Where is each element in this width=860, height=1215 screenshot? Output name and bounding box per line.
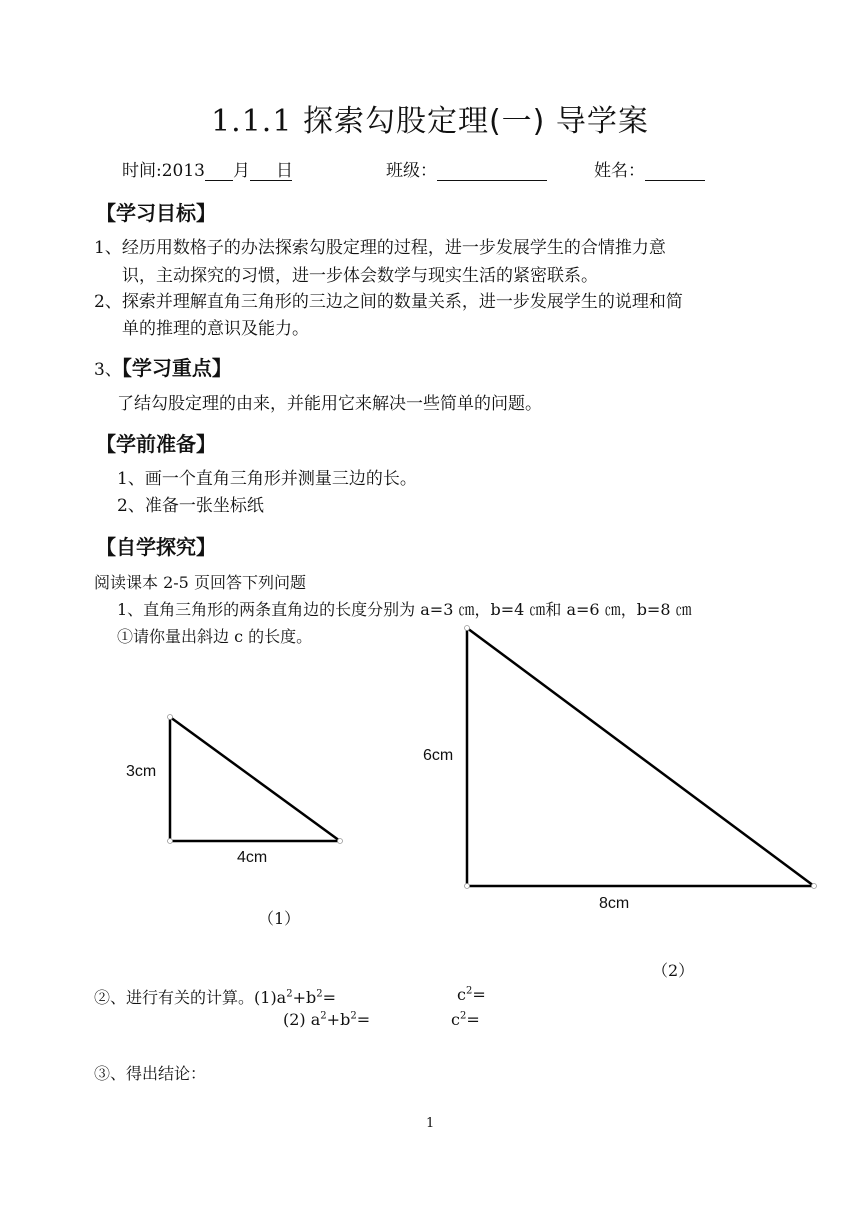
calc-1-plus-b: +b <box>292 988 317 1007</box>
fig1-caption: （1） <box>258 909 301 928</box>
equals: = <box>466 1010 480 1029</box>
objective-1-line1: 1、经历用数格子的办法探索勾股定理的过程，进一步发展学生的合情推力意 <box>94 238 666 258</box>
title-text: 探索勾股定理(一) 导学案 <box>302 104 649 139</box>
vertex <box>168 715 173 720</box>
objectives-heading: 【学习目标】 <box>96 201 216 225</box>
conclusion-label: ③、得出结论： <box>94 1064 207 1083</box>
fig2-caption: （2） <box>652 961 695 980</box>
month-label: 月 <box>233 161 250 181</box>
exponent: 2 <box>459 1010 467 1022</box>
name-label: 姓名： <box>594 161 645 181</box>
fig1-horizontal-label: 4cm <box>237 849 268 866</box>
triangle-1-hypotenuse <box>170 717 340 841</box>
calc-2-c <box>451 1010 480 1029</box>
key-points-heading: 【学习重点】 <box>121 356 232 380</box>
self-study-intro: 阅读课本 2-5 页回答下列问题 <box>94 573 306 592</box>
question-1-sub: ①请你量出斜边 c 的长度。 <box>117 627 313 646</box>
calc-2-a: (2) a <box>283 1010 321 1029</box>
objective-1-line2: 识，主动探究的习惯，进一步体会数学与现实生活的紧密联系。 <box>122 266 598 286</box>
preparation-item-1: 1、画一个直角三角形并测量三边的长。 <box>117 469 417 489</box>
c-symbol: c <box>451 1010 460 1029</box>
key-points-text: 了结勾股定理的由来，并能用它来解决一些简单的问题。 <box>117 394 542 414</box>
fig2-horizontal-label: 8cm <box>599 895 630 912</box>
vertex <box>338 839 343 844</box>
vertex <box>812 884 817 889</box>
objective-2-line1: 2、探索并理解直角三角形的三边之间的数量关系，进一步发展学生的说理和简 <box>94 292 683 312</box>
page-number: 1 <box>426 1116 435 1131</box>
exponent: 2 <box>316 988 323 1000</box>
exponent: 2 <box>465 985 473 997</box>
objective-2-line2: 单的推理的意识及能力。 <box>122 319 309 339</box>
calc-row-1 <box>94 985 336 1008</box>
title-number: 1.1.1 <box>211 104 293 139</box>
calc-1-eq: = <box>322 988 337 1007</box>
vertex <box>168 839 173 844</box>
triangle-2 <box>467 628 814 886</box>
preparation-heading: 【学前准备】 <box>96 432 216 456</box>
time-label: 时间:2013 <box>122 161 205 181</box>
preparation-item-2: 2、准备一张坐标纸 <box>117 496 264 516</box>
calc-1-a: (1)a <box>254 988 287 1007</box>
fig1-vertical-label: 3cm <box>126 763 157 780</box>
calc-1-c <box>457 985 486 1004</box>
triangle-1 <box>170 717 340 841</box>
self-study-heading: 【自学探究】 <box>96 535 216 559</box>
exponent: 2 <box>320 1010 327 1022</box>
key-points-prefix: 3、 <box>94 360 122 380</box>
triangle-2-hypotenuse <box>467 628 814 886</box>
question-1: 1、直角三角形的两条直角边的长度分别为 a=3 ㎝，b=4 ㎝和 a=6 ㎝，b=8 ㎝ <box>117 600 692 619</box>
calc-row-2 <box>283 1010 370 1029</box>
class-label: 班级： <box>386 161 437 181</box>
fig2-vertical-label: 6cm <box>423 747 454 764</box>
calc-2-eq: = <box>356 1010 371 1029</box>
day-label: 日 <box>276 161 293 181</box>
vertex <box>465 884 470 889</box>
calc-label: ②、进行有关的计算。 <box>94 988 255 1007</box>
exponent: 2 <box>350 1010 357 1022</box>
calc-2-plus-b: +b <box>326 1010 351 1029</box>
c-symbol: c <box>457 985 466 1004</box>
vertex <box>465 626 470 631</box>
exponent: 2 <box>286 988 293 1000</box>
equals: = <box>472 985 486 1004</box>
